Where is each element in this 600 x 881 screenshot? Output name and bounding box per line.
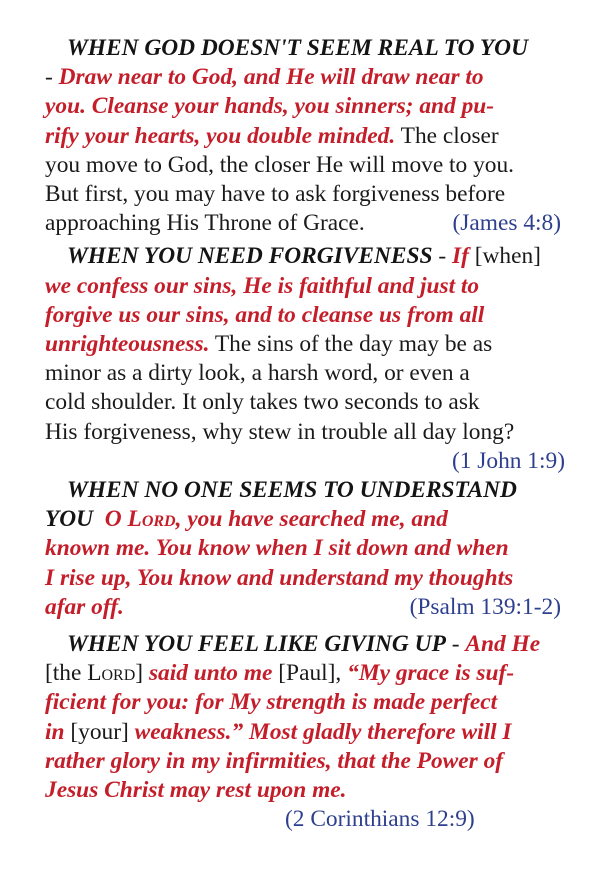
section-no-one-understands: [45, 476, 565, 622]
commentary-text: But first, you may have to ask forgiveness before: [45, 181, 506, 208]
section-line: [45, 209, 565, 238]
commentary-text: The closer: [395, 122, 499, 149]
scripture-text: ficient for you: for My strength is made perfect: [45, 689, 498, 716]
section-line: [45, 301, 565, 330]
section-heading: WHEN NO ONE SEEMS TO UNDERSTAND: [67, 477, 517, 504]
commentary-text: you move to God, the closer He will move to you.: [45, 151, 515, 178]
section-line: [45, 776, 565, 805]
lord-small-caps: Lord: [127, 506, 176, 533]
scripture-text: known me. You know when I sit down and when: [45, 535, 509, 562]
scripture-text: in: [45, 718, 65, 745]
commentary-text: approaching His Throne of Grace.: [45, 210, 365, 237]
section-line: [45, 564, 565, 593]
section-line: [45, 805, 565, 834]
scripture-text: forgive us our sins, and to cleanse us from all: [45, 301, 485, 328]
section-line: [45, 476, 565, 505]
scripture-text: If: [451, 243, 469, 270]
section-giving-up: [45, 630, 565, 834]
section-line: [45, 122, 565, 151]
section-line: [45, 359, 565, 388]
section-line: [45, 630, 565, 659]
scripture-text: you. Cleanse your hands, you sinners; and pu-: [45, 93, 495, 120]
commentary-text: The sins of the day may be as: [209, 331, 493, 358]
bracket-text: [when]: [468, 243, 541, 270]
section-line: [45, 747, 565, 776]
scripture-text: rather glory in my infirmities, that the Power of: [45, 747, 504, 774]
section-line: [45, 34, 565, 63]
section-line: [45, 418, 565, 447]
section-god-not-real: [45, 34, 565, 238]
scripture-text: O: [104, 506, 128, 533]
bracket-text: [your]: [64, 718, 135, 745]
section-line: [45, 447, 565, 476]
section-heading: WHEN GOD DOESN'T SEEM REAL TO YOU: [67, 35, 528, 61]
scripture-text: And He: [465, 631, 541, 658]
section-line: [45, 151, 565, 180]
dash-separator: -: [45, 64, 59, 91]
scripture-text: Draw near to God, and He will draw near to: [58, 64, 484, 91]
section-line: [45, 272, 565, 301]
bracket-text: ]: [135, 660, 149, 687]
scripture-text: weakness.” Most gladly therefore will I: [134, 718, 512, 745]
scripture-reference: (1 John 1:9): [451, 447, 565, 474]
devotional-page: [45, 34, 565, 834]
section-line: [45, 92, 565, 121]
scripture-text: afar off.: [45, 593, 124, 620]
scripture-text: I rise up, You know and understand my thoughts: [45, 564, 514, 591]
scripture-text: , you have searched me, and: [175, 506, 448, 533]
commentary-text: cold shoulder. It only takes two seconds to ask: [45, 389, 480, 416]
section-line: [45, 593, 565, 622]
scripture-text: rify your hearts, you double minded.: [45, 122, 396, 149]
section-line: [45, 718, 565, 747]
commentary-text: minor as a dirty look, a harsh word, or even a: [45, 360, 470, 387]
scripture-text: Jesus Christ may rest upon me.: [45, 777, 347, 804]
section-line: [45, 180, 565, 209]
section-heading-continued: YOU: [45, 506, 94, 533]
scripture-text: unrighteousness.: [45, 331, 210, 358]
section-line: [45, 63, 565, 92]
scripture-text: “My grace is suf-: [347, 660, 515, 687]
section-line: [45, 330, 565, 359]
bracket-text: [the: [45, 660, 88, 687]
lord-small-caps: Lord: [87, 660, 136, 687]
section-line: [45, 388, 565, 417]
scripture-reference: (James 4:8): [452, 210, 561, 237]
section-line: [45, 659, 565, 688]
section-heading: WHEN YOU FEEL LIKE GIVING UP: [67, 631, 446, 658]
section-line: [45, 505, 565, 534]
scripture-text: said unto me: [148, 660, 273, 687]
section-heading: WHEN YOU NEED FORGIVENESS: [67, 243, 433, 270]
section-line: [45, 688, 565, 717]
scripture-reference: (Psalm 139:1-2): [409, 593, 561, 620]
scripture-text: we confess our sins, He is faithful and just to: [45, 272, 480, 299]
dash-separator: -: [432, 243, 452, 270]
scripture-reference: (2 Corinthians 12:9): [285, 806, 475, 833]
section-need-forgiveness: [45, 242, 565, 476]
commentary-text: His forgiveness, why stew in trouble all day long?: [45, 418, 515, 445]
dash-separator: -: [445, 631, 466, 658]
section-line: [45, 242, 565, 271]
section-line: [45, 534, 565, 563]
bracket-text: [Paul],: [272, 660, 348, 687]
